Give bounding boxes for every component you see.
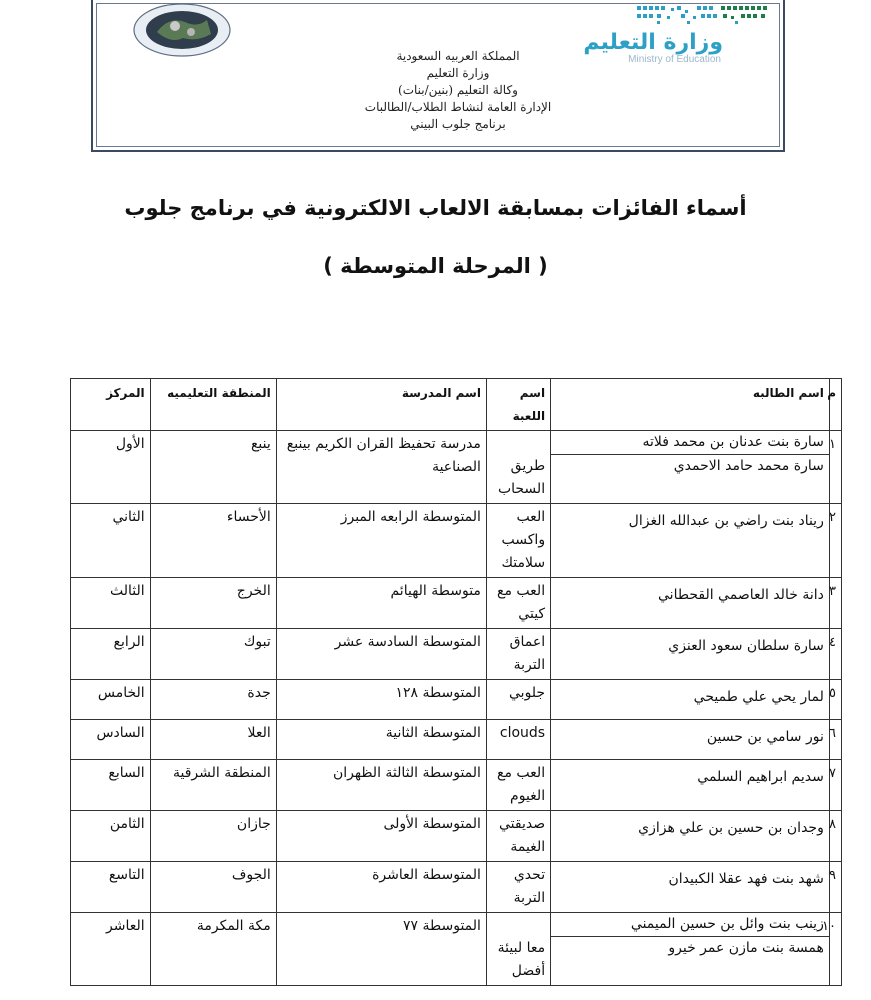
student-name: ريناد بنت راضي بن عبدالله الغزال bbox=[551, 504, 830, 578]
rank: الثاني bbox=[71, 504, 151, 578]
region-name: المنطقة الشرقية bbox=[150, 760, 276, 811]
game-name: العب مع كيتي bbox=[486, 578, 550, 629]
region-name: الأحساء bbox=[150, 504, 276, 578]
rank: الرابع bbox=[71, 629, 151, 680]
student-name: وجدان بن حسين بن علي هزازي bbox=[551, 811, 830, 862]
row-number: ١ bbox=[829, 431, 841, 504]
student-name: زينب بنت وائل بن حسين الميمني bbox=[551, 913, 829, 937]
school-name: المتوسطة الثانية bbox=[276, 720, 486, 760]
game-name: اعماق التربة bbox=[486, 629, 550, 680]
letterhead-lines bbox=[93, 48, 783, 133]
table-row bbox=[71, 504, 842, 578]
letterhead-line: وكالة التعليم (بنين/بنات) bbox=[398, 83, 518, 97]
region-name: مكة المكرمة bbox=[150, 913, 276, 986]
document-title: أسماء الفائزات بمسابقة الالعاب الالكترونية في برنامج جلوب bbox=[124, 196, 747, 220]
rank: السادس bbox=[71, 720, 151, 760]
game-name: طريق السحاب bbox=[486, 431, 550, 504]
rank: الثالث bbox=[71, 578, 151, 629]
table-row bbox=[71, 680, 842, 720]
ministry-logo-dots bbox=[637, 4, 777, 26]
region-name: تبوك bbox=[150, 629, 276, 680]
student-names-cell bbox=[551, 431, 830, 504]
winners-table bbox=[70, 378, 842, 986]
letterhead-line: المملكة العربيه السعودية bbox=[396, 49, 520, 63]
letterhead-line: وزارة التعليم bbox=[426, 66, 490, 80]
rank: الخامس bbox=[71, 680, 151, 720]
school-name: متوسطة الهيائم bbox=[276, 578, 486, 629]
game-name: العب مع الغيوم bbox=[486, 760, 550, 811]
row-number: ٤ bbox=[829, 629, 841, 680]
header-region: المنطقة التعليميه bbox=[150, 379, 276, 431]
student-name: سارة بنت عدنان بن محمد فلاته bbox=[551, 431, 829, 455]
row-number: ٦ bbox=[829, 720, 841, 760]
student-name: همسة بنت مازن عمر خيرو bbox=[668, 940, 824, 956]
school-name: المتوسطة ١٢٨ bbox=[276, 680, 486, 720]
region-name: الجوف bbox=[150, 862, 276, 913]
table-row bbox=[71, 913, 842, 986]
student-name: دانة خالد العاصمي القحطاني bbox=[551, 578, 830, 629]
table-row bbox=[71, 811, 842, 862]
rank: الأول bbox=[71, 431, 151, 504]
rank: السابع bbox=[71, 760, 151, 811]
rank: الثامن bbox=[71, 811, 151, 862]
student-name: سارة محمد حامد الاحمدي bbox=[673, 458, 824, 474]
region-name: ينبع bbox=[150, 431, 276, 504]
row-number: ٥ bbox=[829, 680, 841, 720]
document-subtitle: ( المرحلة المتوسطة ) bbox=[323, 254, 548, 278]
table-row bbox=[71, 431, 842, 504]
school-name: المتوسطة الرابعه المبرز bbox=[276, 504, 486, 578]
header-name: اسم الطالبه bbox=[551, 379, 830, 431]
student-name: شهد بنت فهد عقلا الكبيدان bbox=[551, 862, 830, 913]
row-number: ٣ bbox=[829, 578, 841, 629]
school-name: المتوسطة ٧٧ bbox=[276, 913, 486, 986]
game-name: تحدي التربة bbox=[486, 862, 550, 913]
letterhead bbox=[91, 0, 785, 152]
letterhead-line: برنامج جلوب البيني bbox=[410, 117, 506, 131]
header-num: م bbox=[829, 379, 841, 431]
row-number: ٩ bbox=[829, 862, 841, 913]
rank: التاسع bbox=[71, 862, 151, 913]
student-name: نور سامي بن حسين bbox=[551, 720, 830, 760]
student-name: سديم ابراهيم السلمي bbox=[551, 760, 830, 811]
school-name: المتوسطة السادسة عشر bbox=[276, 629, 486, 680]
game-name: صديقتي الغيمة bbox=[486, 811, 550, 862]
school-name: المتوسطة الثالثة الظهران bbox=[276, 760, 486, 811]
student-names-cell bbox=[551, 913, 830, 986]
game-name: معا لبيئة أفضل bbox=[486, 913, 550, 986]
region-name: الخرج bbox=[150, 578, 276, 629]
game-name: العب واكسب سلامتك bbox=[486, 504, 550, 578]
student-name: سارة سلطان سعود العنزي bbox=[551, 629, 830, 680]
school-name: المتوسطة العاشرة bbox=[276, 862, 486, 913]
table-row bbox=[71, 578, 842, 629]
table-row bbox=[71, 629, 842, 680]
region-name: جدة bbox=[150, 680, 276, 720]
game-name: clouds bbox=[486, 720, 550, 760]
row-number: ٢ bbox=[829, 504, 841, 578]
ministry-logo-arabic: وزارة التعليم bbox=[583, 30, 723, 55]
school-name: المتوسطة الأولى bbox=[276, 811, 486, 862]
row-number: ٨ bbox=[829, 811, 841, 862]
table-row bbox=[71, 862, 842, 913]
student-name: لمار يحي علي طميحي bbox=[551, 680, 830, 720]
region-name: العلا bbox=[150, 720, 276, 760]
header-rank: المركز bbox=[71, 379, 151, 431]
school-name: مدرسة تحفيظ القران الكريم بينبع الصناعية bbox=[276, 431, 486, 504]
table-row bbox=[71, 760, 842, 811]
ministry-logo-english: Ministry of Education bbox=[628, 54, 721, 65]
table-row bbox=[71, 720, 842, 760]
row-number: ٧ bbox=[829, 760, 841, 811]
header-school: اسم المدرسة bbox=[276, 379, 486, 431]
rank: العاشر bbox=[71, 913, 151, 986]
table-header-row bbox=[71, 379, 842, 431]
region-name: جازان bbox=[150, 811, 276, 862]
row-number: ١٠ bbox=[829, 913, 841, 986]
letterhead-line: الإدارة العامة لنشاط الطلاب/الطالبات bbox=[364, 100, 552, 114]
game-name: جلوبي bbox=[486, 680, 550, 720]
header-game: اسم اللعبة bbox=[486, 379, 550, 431]
